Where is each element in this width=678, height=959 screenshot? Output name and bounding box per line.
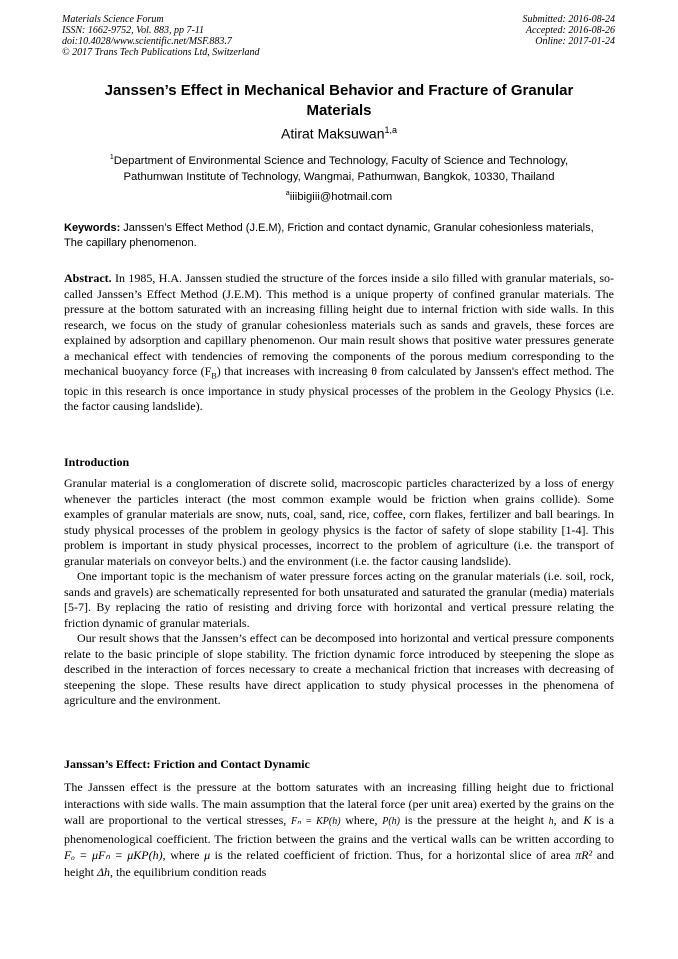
sec2-text-c: is the pressure at the height: [400, 813, 549, 827]
abstract-text-2: ) that increases with increasing θ from calculated by Janssen's effect method. The topic in this research is once importance in study physical processes of the problem in the Geology Physics (i.e. the factor causing landslide).: [64, 364, 614, 414]
abstract-text-1: In 1985, H.A. Janssen studied the structure of the forces inside a silo filled with granular materials, so-called Janssen’s Effect Method (J.E.M). This method is a unique property of confined granular materials. The pressure at the bottom saturated with an increasing filling height due to internal friction with side walls. In this research, we focus on the study of granular cohesionless materials such as sands and gravels, these forces are explained by adsorption and capillary phenomenon. Our main result shows that positive water pressures generate a mechanical effect with tendencies of removing the components of the porous medium corresponding to the mechanical buoyancy force (F: [64, 271, 614, 378]
sec2-text-f: , where: [162, 848, 205, 862]
sec2-text-a: The Janssen effect is the pressure at the bottom saturates with an increasing filling height due to frictional interactions with side walls. The main assumption that the lateral force (per unit area) exerted by the grains on the wall are proportional to the vertical stresses,: [64, 780, 614, 827]
section-2-heading: Janssan’s Effect: Friction and Contact Dynamic: [64, 757, 310, 771]
intro-paragraph-3: Our result shows that the Janssen’s effect can be decomposed into horizontal and vertical pressure components relate to the basic principle of slope stability. The friction dynamic force introduced by steepening the slope as described in the interaction of forces necessary to create a mechanical friction that increases with decreasing of steepening the slope. These results have direct application to study physical processes in the phenomena of agriculture and the environment.: [64, 631, 614, 707]
date-submitted: Submitted: 2016-08-24: [522, 14, 615, 25]
journal-name: Materials Science Forum: [62, 14, 164, 25]
email-address: iiibigiii@hotmail.com: [289, 190, 393, 203]
sec2-text-d: , and: [553, 813, 584, 827]
section-2-paragraph: [64, 779, 614, 880]
equation-normal-force: Fₙ = KP(h): [290, 816, 341, 827]
author: [64, 121, 614, 143]
publication-dates: [523, 14, 616, 47]
journal-issn: ISSN: 1662-9752, Vol. 883, pp 7-11: [62, 25, 205, 36]
date-online: Online: 2017-01-24: [535, 36, 615, 47]
author-superscript: 1,a: [384, 125, 397, 135]
affiliation: [64, 150, 614, 185]
keywords-text: Janssen’s Effect Method (J.E.M), Friction and contact dynamic, Granular cohesionless materials, The capillary phenomenon.: [64, 222, 594, 249]
keywords: [64, 221, 614, 251]
intro-paragraph-2: One important topic is the mechanism of water pressure forces acting on the granular materials (i.e. soil, rock, sands and gravels) are schematically represented for both unsaturated and saturated the granular (media) materials [5-7]. By replacing the ratio of resisting and driving force with horizontal and vertical pressure relating the friction dynamic of granular materials.: [64, 569, 614, 630]
title-line-2: Materials: [306, 102, 372, 119]
sec2-text-e: is a phenomenological coefficient. The friction between the grains and the vertical walls can be written according to: [64, 813, 614, 846]
sec2-text-g: is the related coefficient of friction. Thus, for a horizontal slice of area: [210, 848, 576, 862]
equation-height: h: [548, 816, 554, 827]
paper-title: [64, 81, 614, 121]
introduction-body: [64, 476, 614, 709]
affiliation-superscript: 1: [109, 154, 114, 161]
equation-pressure: P(h): [382, 816, 400, 827]
section-2-body: [64, 779, 614, 880]
equation-friction-force: Fₒ = μFₙ = μKP(h): [64, 848, 163, 862]
affiliation-line-2: Pathumwan Institute of Technology, Wangmai, Pathumwan, Bangkok, 10330, Thailand: [123, 170, 555, 183]
date-accepted: Accepted: 2016-08-26: [525, 25, 615, 36]
sec2-text-i: , the equilibrium condition reads: [110, 864, 267, 879]
email: [64, 186, 614, 205]
equation-coefficient: K: [583, 813, 592, 827]
equation-delta-h: Δh: [97, 864, 111, 879]
journal-info: [62, 14, 260, 58]
email-superscript: a: [285, 190, 290, 197]
author-name: Atirat Maksuwan: [281, 125, 385, 142]
abstract-subscript: B: [211, 371, 217, 381]
abstract-label: Abstract.: [64, 271, 112, 285]
journal-doi: doi:10.4028/www.scientific.net/MSF.883.7: [62, 36, 232, 47]
sec2-text-h: and height: [64, 848, 615, 879]
keywords-label: Keywords:: [64, 222, 121, 234]
introduction-heading: Introduction: [64, 455, 130, 469]
journal-copyright: © 2017 Trans Tech Publications Ltd, Switzerland: [62, 47, 260, 58]
intro-paragraph-1: Granular material is a conglomeration of discrete solid, macroscopic particles characterized by a loss of energy whenever the particles interact (the most common example would be friction when grains collide). Some examples of granular materials are snow, nuts, coal, sand, rice, coffee, corn flakes, fertilizer and ball bearings. In study physical processes of the problem in geology physics is the factor of safety of slope stability [1-4]. This problem is important in study physical processes, incorrect to the problem of agriculture (i.e. the transport of granular materials on conveyor belts.) and the environment (i.e. the factor causing landslide).: [64, 476, 614, 568]
sec2-text-b: where,: [340, 813, 383, 827]
title-line-1: Janssen’s Effect in Mechanical Behavior and Fracture of Granular: [104, 82, 574, 99]
abstract: [64, 271, 614, 415]
equation-area: πR²: [575, 848, 593, 862]
affiliation-line-1: Department of Environmental Science and Technology, Faculty of Science and Technology,: [113, 154, 569, 167]
equation-mu: μ: [204, 848, 211, 862]
